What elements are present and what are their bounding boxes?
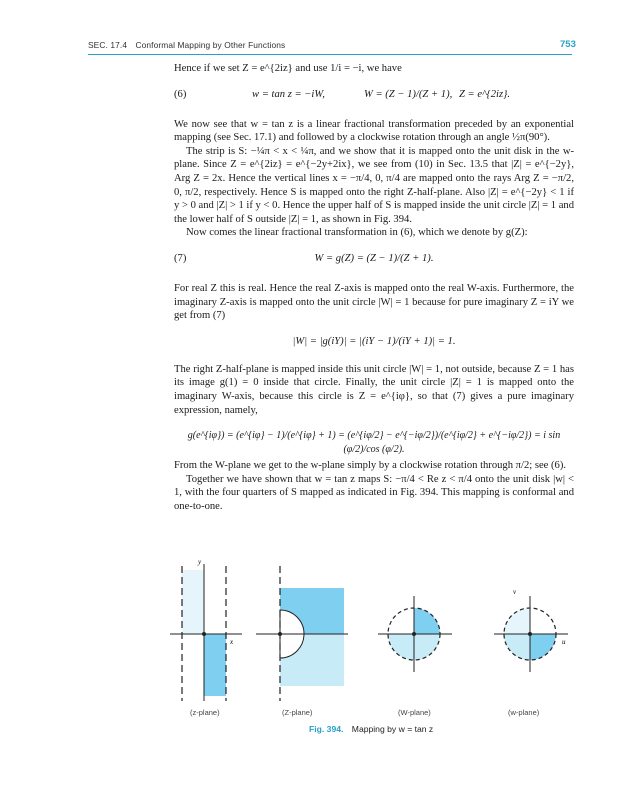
equation-part: W = g(Z) = (Z − 1)/(Z + 1). [314, 252, 434, 264]
figure-394 [160, 556, 580, 716]
Z-origin-dot [278, 632, 282, 636]
w-plane-panel [494, 588, 568, 672]
w-u-axis-label: u [562, 638, 566, 646]
running-head [88, 40, 285, 50]
z-y-axis-label: y [198, 558, 202, 566]
Z-plane-panel [256, 566, 348, 701]
paragraph: Together we have shown that w = tan z maps S: −π/4 < Re z < π/4 onto the unit disk |w| < 1, with the four quarters of S mapped as indicated in Fig. 394. This mapping is conformal and one-to-one. [174, 473, 574, 512]
figure-number: Fig. 394. [309, 724, 344, 734]
w-v-axis-label: v [513, 588, 517, 596]
section-number: SEC. 17.4 [88, 40, 128, 50]
equation-part: W = (Z − 1)/(Z + 1), [364, 88, 453, 100]
equation-part: w = tan z = −iW, [252, 88, 325, 100]
W-origin-dot [412, 632, 416, 636]
panel-label: (W-plane) [398, 708, 431, 717]
equation-modulus [174, 331, 574, 355]
panel-label: (w-plane) [508, 708, 540, 717]
w-quadrant-lower-left [504, 634, 530, 660]
equation-number: (7) [174, 252, 187, 264]
equation-6 [174, 84, 574, 110]
paragraph: For real Z this is real. Hence the real Z-axis is mapped onto the real W-axis. Furthermore, the imaginary Z-axis is mapped onto the unit circle |W| = 1 because for pure imaginary Z = iY we get from (7) [174, 282, 574, 322]
equation-7 [174, 248, 574, 274]
intro-text: Hence if we set Z = e^{2iz} and use 1/i = −i, we have [174, 63, 402, 74]
z-upper-right-region [204, 570, 226, 634]
panel-label: (Z-plane) [282, 708, 313, 717]
z-x-axis-label: x [230, 638, 234, 646]
equation-g [174, 425, 574, 455]
W-quadrant-lower-left [388, 634, 414, 660]
page-body [174, 62, 574, 513]
paragraph: We now see that w = tan z is a linear fractional transformation preceded by an exponential mapping (see Sec. 17.1) and followed by a clockwise rotation through an angle ½π(90°). [174, 118, 574, 144]
equation-number: (6) [174, 88, 187, 100]
z-lower-right-region [204, 634, 226, 696]
paragraph: Now comes the linear fractional transformation in (6), which we denote by g(Z): [186, 227, 528, 239]
z-origin-dot [202, 632, 206, 636]
w-origin-dot [528, 632, 532, 636]
paragraph: From the W-plane we get to the w-plane simply by a clockwise rotation through π/2; see (6). [174, 460, 567, 472]
page-header [0, 0, 639, 58]
page-number: 753 [560, 39, 576, 50]
W-quadrant-lower-right [414, 634, 440, 660]
panel-label: (z-plane) [190, 708, 220, 717]
equation-part: g(e^{iφ}) = (e^{iφ} − 1)/(e^{iφ} + 1) = (e^{iφ/2} − e^{−iφ/2})/(e^{iφ/2} + e^{−iφ/2}) = i sin (φ/2)/cos (φ/2). [187, 430, 561, 455]
figure-caption-text: Mapping by w = tan z [351, 724, 434, 734]
paragraph: The right Z-half-plane is mapped inside this unit circle |W| = 1, not outside, because Z = 1 has its image g(1) = 0 inside that circle. Finally, the unit circle |Z| = 1 is mapped onto the imaginary W-axis, because this circle is Z = e^{iφ}, so that (7) gives a pure imaginary expression, namely, [174, 363, 574, 416]
figure-caption [309, 724, 433, 734]
z-upper-left-region [182, 570, 204, 634]
header-rule [88, 54, 572, 55]
z-plane-panel [170, 558, 242, 701]
equation-part: Z = e^{2iz}. [459, 88, 510, 100]
w-quadrant-lower-right [530, 634, 556, 660]
paragraph: The strip is S: −¼π < x < ¼π, and we show that it is mapped onto the unit disk in the w-plane. Since Z = e^{2iz} = e^{−2y+2ix}, we see from (10) in Sec. 13.5 that |Z| = e^{−2y}, Arg Z = 2x. Hence the vertical lines x = −π/4, 0, π/4 are mapped onto the rays Arg Z = −π/2, 0, π/2, respectively. Hence S is mapped onto the right Z-half-plane. Also |Z| = e^{−2y} < 1 if y > 0 and |Z| > 1 if y < 0. Hence the upper half of S is mapped inside the unit circle |Z| = 1 and the lower half of S outside |Z| = 1, as shown in Fig. 394. [174, 145, 574, 225]
section-title: Conformal Mapping by Other Functions [135, 40, 286, 50]
W-plane-panel [378, 596, 452, 672]
equation-part: |W| = |g(iY)| = |(iY − 1)/(iY + 1)| = 1. [292, 335, 456, 347]
